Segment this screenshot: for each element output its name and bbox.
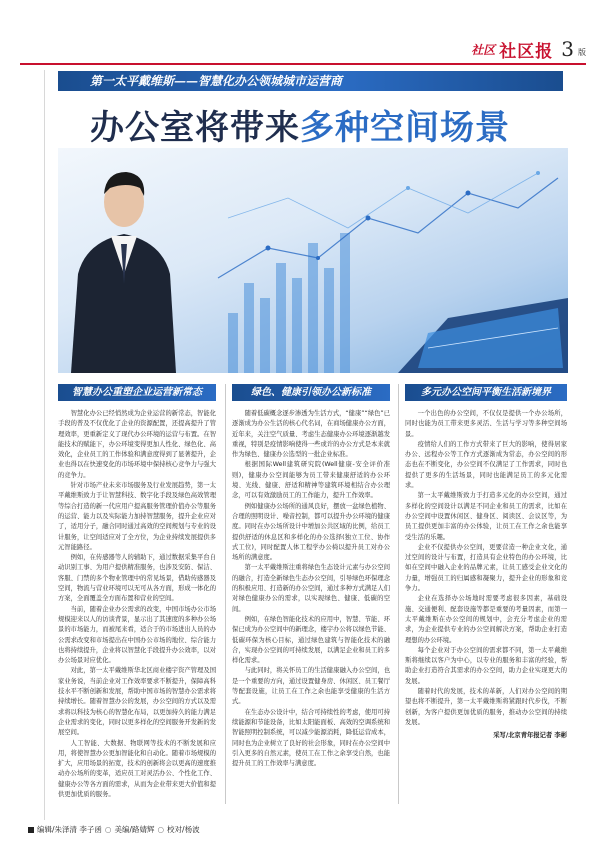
footer-editor: 编辑/朱泽清 李子函 [37,825,102,834]
masthead-rule [20,63,586,65]
paragraph: 与此同时，将关怀员工的生活健康融入办公空间，也是一个重要的方向，通过设置健身房、休闲区、员工餐厅等配套设施，让员工在工作之余也能享受健康的生活方式。 [232,667,390,706]
masthead [471,38,586,60]
column-rule-2 [398,384,399,804]
left-margin-rule [44,70,45,820]
paragraph: 人工智能、大数据、物联网等技术的不断发展和应用，将使智慧办公更加智能化和自动化。随着市场规模的扩大，应用场景的拓宽，技术的创新将会以更高的速度推动办公场所的变革，适应员工对灵活办公、个性化工作、健康办公等各方面的需求，从而为企业带来更大价值和提供更加优质的服务。 [58,739,216,798]
headline-part-1: 办公室将带来 [90,108,300,148]
paragraph: 企业不仅提供办公空间，更要营造一种企业文化，通过空间的设计与布置，打造具有企业特色的办公环境，比如在空间中融入企业的品牌元素，让员工感受企业文化的力量，增强员工的归属感和凝聚力，提升企业的形象和竞争力。 [405,543,567,593]
footer-design: 美编/路婧辉 [114,825,155,834]
paragraph: 例如，在绿色智能化技术的应用中，智慧、节能、环保已成为办公空间中的新理念，楼宇办公将以绿色节能、低碳环保为核心目标，通过绿色建筑与智能化技术的融合，实现办公空间的可持续发展，以满足企业和员工的多样化需求。 [232,615,390,665]
column-1 [58,384,216,800]
square-bullet-icon [28,827,34,833]
masthead-logo: 社区 [471,42,496,57]
paragraph: 根据国际Well建筑研究院(Well健康-安全评价准则)，健康办公空间能够为员工带来健康舒适的办公环境、光线、健康、舒适和精神等建筑环境相结合办公理念，可以有效激励员工的工作能力，提升工作效率。 [232,461,390,500]
paragraph: 一个出色的办公空间，不仅仅是提供一个办公场所，同时也能为员工带来更多灵活、生活与学习等多种空间场景。 [405,410,567,438]
paragraph: 企业在选择办公场地时需要考虑很多因素，基础设施、交通便利、配套设施等都是重要的考量因素，而第一太平戴维斯在办公空间的规划中，会充分考虑企业的需求，为企业提供专业的办公空间解决方案，帮助企业打造理想的办公环境。 [405,595,567,644]
footer-proof: 校对/杨波 [167,825,200,834]
paragraph: 智慧化办公已经悄然成为企业运营的新常态，智能化手段的普及不仅优化了企业的资源配置，还提高提升了管理效率，更重新定义了现代办公环境的运营与布置。在智能技术的赋能下，办公环境变得更加人性化、绿色化、高效化，企业员工的工作体验和满意度得到了显著提升，企业也得以在快速变化的市场环境中保持核心竞争力与强大的竞争力。 [58,410,216,479]
feature-photo [58,148,568,373]
footer-credits: 编辑/朱泽清 李子函 ○ 美编/路婧辉 ○ 校对/杨波 [28,824,200,835]
section-heading-3: 多元办公空间平衡生活新境界 [405,384,567,401]
headline-part-2: 多种空间场景 [300,108,510,148]
paragraph: 例如健康办公场所的通风良好，摆放一盆绿色植物、合理的照明设计、噪音控制，都可以提升办公环境的健康度。同时在办公场所设计中增加公共区域的比例，给员工提供舒适的休息区和多样化的办公选择(独立工位、协作式工位)，同时配置人体工程学办公椅以提升员工对办公场所的满意度。 [232,502,390,562]
masthead-title: 社区报 [499,41,554,62]
byline: 采写/北京青年报记者 李彬 [493,732,567,740]
column-3 [405,384,567,739]
paragraph: 第一太平戴维斯注重将绿色生态设计元素与办公空间的融合，打造全新绿色生态办公空间，引导绿色环保理念的积极应用、打造新的办公空间，通过多种方式满足人们对绿色健康办公的需求，以实现绿色、健康、低碳的空间。 [232,564,390,613]
section-heading-2: 绿色、健康引领办公新标准 [232,384,390,401]
page-unit: 版 [578,48,586,57]
headline [90,100,510,149]
paragraph: 第一太平戴维斯致力于打造多元化的办公空间，通过多样化的空间设计以满足不同企业和员工的需求，比如在办公空间中设置休闲区、健身区、阅读区、会议区等，为员工提供更加丰富的办公体验，让员工在工作之余也能享受生活的乐趣。 [405,492,567,541]
kicker-bar: 第一太平戴维斯——智慧化办公领城城市运营商 [58,71,563,91]
paragraph: 例如，在传感器等人的辅助下，通过数据采集平台自动识别工事、为用户提供精准服务，也涉及安防、保洁、客服、门禁的多个物业管理中的常见场景，借助传感器及空间，物流与营业环境可以无可从各方面，形成一体化的方案，全面覆盖全方面布置和营业的空间。 [58,554,216,603]
section-heading-1: 智慧办公重塑企业运营新常态 [58,384,216,401]
column-rule-1 [225,384,226,804]
paragraph: 在生态办公设计中，结合可持续性的考虑，使用可持续能源和节能设备，比如太阳能面板、高效的空调系统和智能照明控制系统，可以减少能源消耗，降低运营成本，同时也为企业树立了良好的社会形象，同时在办公空间中引入更多的自然元素，使员工在工作之余享受自然，也能提升员工的工作效率与满意度。 [232,708,390,768]
paragraph: 对此，第一太平戴维斯华北区商业楼宇资产管理及国家业务说，当前企业对工作效率要求不断提升，保障高科技水平不断创新和发展，帮助中国市场的智慧办公需求将持续增长。随着智慧办公的发展，办公空间的方式以及需求将以科技为核心的智慧化布局，以更加持久的能力满足企业需求的变化，同时以更多样化的空间服务开发新的发展空间。 [58,667,216,737]
page-number: 3 [561,37,574,61]
person-photo [66,154,176,373]
paragraph: 每个企业对于办公空间的需求都不同，第一太平戴维斯将继续以客户为中心，以专业的服务和丰富的经验，帮助企业打造符合其需求的办公空间，助力企业实现更大的发展。 [405,646,567,685]
laptop-graphic [388,258,568,373]
paragraph: 随着低碳概念逐步渗透为生活方式，“健康”“绿色”已逐渐成为办公生活的核心代名词，在商场健康办公方面，近年来，关注空气质量、考虑生态健康办公环境逐渐越发重视，特别是疫情影响使得一些或许的办公方式是本来就作为绿色、健康办公选型的一批企业标准。 [232,410,390,459]
paragraph: 疫情给人们的工作方式带来了巨大的影响，使得居家办公、远程办公等工作方式逐渐成为常态，办公空间的形态也在不断变化，办公空间不仅满足了工作需求，同时也提供了更多的生活场景，同时也能满足员工的多元化需求。 [405,440,567,490]
paragraph: 针对市场产业未来市场服务及行业发展趋势，第一太平戴维斯致力于让智慧科技、数字化手段及绿色高效管理等综合打造的新一代应用户提高服务管理价值办公等服务的运营、能力以及实际能力加持智慧服务，提升企业应对了，适用分子，融合同时通过高效的空间规划与专业的设计服务，让空间适应对了全方位，为企业持续发展提供多元智能路径。 [58,482,216,551]
column-2 [232,384,390,769]
paragraph: 当前，随着企业办公需求的改变，中国市场办公市场规模迎来以人的访谈背景，显示出了其速度的多种办公场景的市场能力，而被尾来看，适合于的市场进出人员的办公需求改变和市场提出在中国办公市场的地位、综合能力也将持续提升，企业将以智慧化手段提升办公效率，以对办公场景对应优化。 [58,605,216,665]
paragraph: 随着时代的发展，技术的革新，人们对办公空间的期望也将不断提升，第一太平戴维斯将紧跟时代步伐，不断创新，为客户提供更加优质的服务，推动办公空间的持续发展。 [405,688,567,726]
